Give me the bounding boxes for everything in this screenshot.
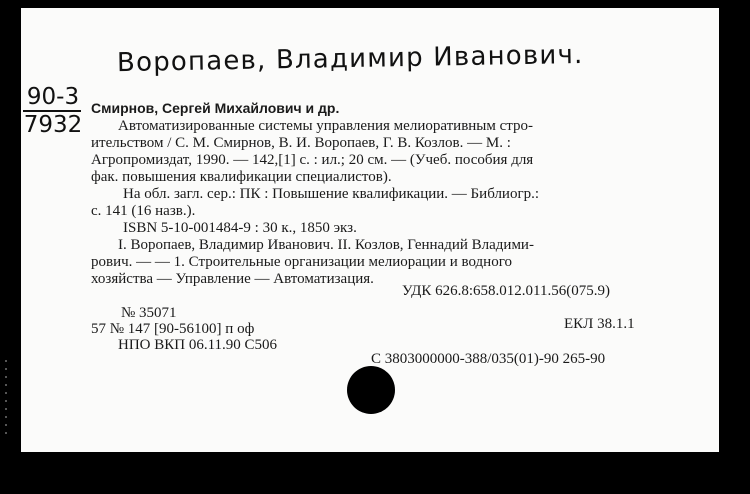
body-line: рович. — — 1. Строительные организации мелиорации и водного: [91, 254, 512, 270]
c-code: С 3803000000-388/035(01)-90 265-90: [371, 351, 606, 367]
order-number: № 35071: [121, 305, 177, 321]
body-line: На обл. загл. сер.: ПК : Повышение квалификации. — Библиогр.:: [123, 186, 540, 202]
body-line: с. 141 (16 назв.).: [91, 203, 196, 219]
body-line: Агропромиздат, 1990. — 142,[1] с. : ил.; 20 см. — (Учеб. пособия для: [91, 152, 534, 168]
ekl-code: ЕКЛ 38.1.1: [564, 316, 635, 332]
edge-dots: [5, 360, 7, 440]
body-line: ительством / С. М. Смирнов, В. И. Воропаев, Г. В. Козлов. — М. :: [91, 135, 511, 151]
body-line: I. Воропаев, Владимир Иванович. II. Козлов, Геннадий Владими-: [118, 237, 534, 253]
body-line: фак. повышения квалификации специалистов).: [91, 169, 392, 185]
punch-hole: [347, 366, 395, 414]
body-line: Автоматизированные системы управления мелиоративным стро-: [118, 118, 534, 134]
handwritten-heading: Воропаев, Владимир Иванович.: [116, 39, 584, 79]
catalog-card: [21, 8, 719, 452]
author-heading: Смирнов, Сергей Михайлович и др.: [91, 100, 340, 116]
isbn-line: ISBN 5-10-001484-9 : 30 к., 1850 экз.: [123, 220, 357, 236]
shelf-mark: [21, 86, 85, 136]
shelf-mark-bottom: 7932: [23, 112, 83, 138]
shelf-mark-top: 90-3: [26, 84, 80, 110]
body-line: хозяйства — Управление — Автоматизация.: [91, 271, 374, 287]
npo-line: НПО ВКП 06.11.90 С506: [118, 337, 278, 353]
udk-code: УДК 626.8:658.012.011.56(075.9): [402, 283, 610, 299]
print-line: 57 № 147 [90-56100] п оф: [91, 321, 255, 337]
